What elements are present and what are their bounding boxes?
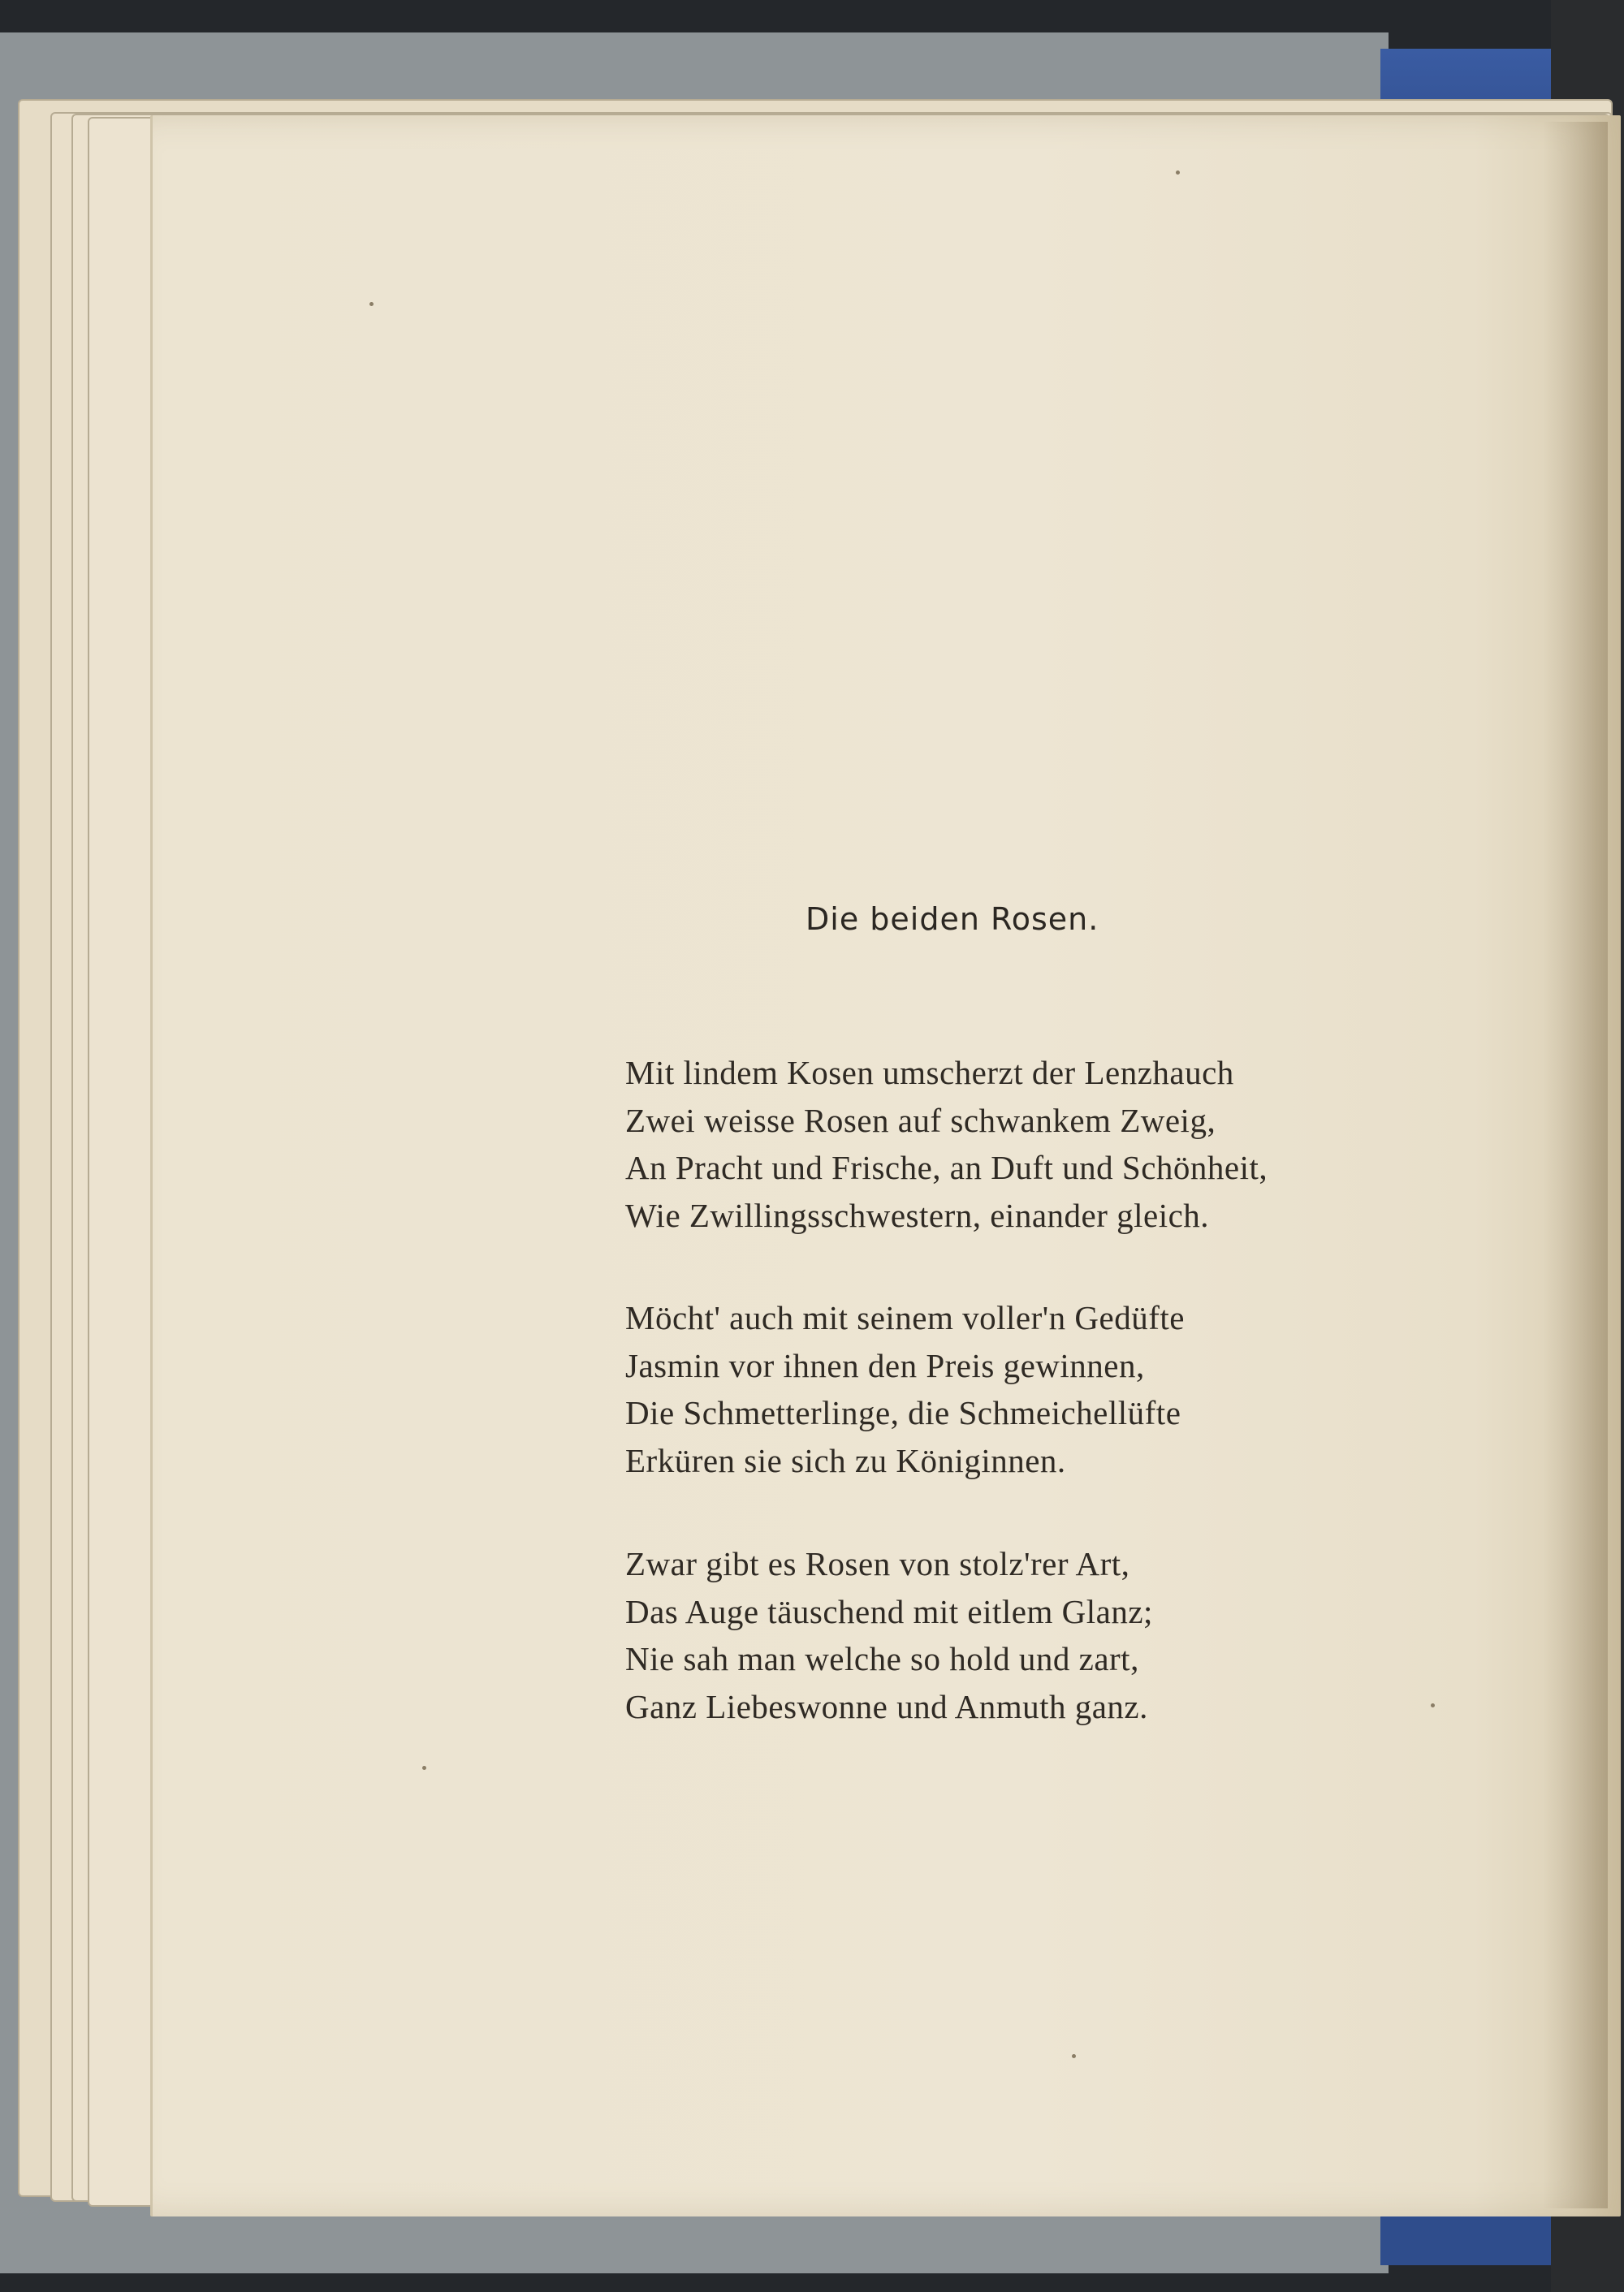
poem-line: Erküren sie sich zu Königinnen.: [625, 1441, 1066, 1479]
poem-line: Zwei weisse Rosen auf schwankem Zweig,: [625, 1101, 1216, 1139]
stanza: [625, 1540, 1153, 1730]
paper-speck: [422, 1766, 426, 1770]
paper-speck: [1072, 2054, 1076, 2058]
poem-title: Die beiden Rosen.: [806, 901, 1099, 937]
poem-line: Ganz Liebeswonne und Anmuth ganz.: [625, 1687, 1148, 1725]
poem-line: Möcht' auch mit seinem voller'n Gedüfte: [625, 1299, 1185, 1336]
poem-line: Das Auge täuschend mit eitlem Glanz;: [625, 1592, 1153, 1630]
paper-speck: [369, 302, 374, 306]
poem-line: Mit lindem Kosen umscherzt der Lenzhauch: [625, 1054, 1234, 1091]
poem-line: Jasmin vor ihnen den Preis gewinnen,: [625, 1346, 1145, 1384]
paper-speck: [1176, 170, 1180, 175]
poem-line: Die Schmetterlinge, die Schmeichellüfte: [625, 1394, 1181, 1431]
paper-speck: [1431, 1703, 1435, 1707]
poem-line: An Pracht und Frische, an Duft und Schönheit,: [625, 1149, 1268, 1186]
gutter-shadow: [1543, 122, 1608, 2208]
poem-line: Nie sah man welche so hold und zart,: [625, 1640, 1139, 1677]
stanza: [625, 1049, 1268, 1239]
stanza: [625, 1294, 1185, 1484]
poem-line: Wie Zwillingsschwestern, einander gleich.: [625, 1196, 1210, 1234]
poem-line: Zwar gibt es Rosen von stolz'rer Art,: [625, 1545, 1130, 1582]
